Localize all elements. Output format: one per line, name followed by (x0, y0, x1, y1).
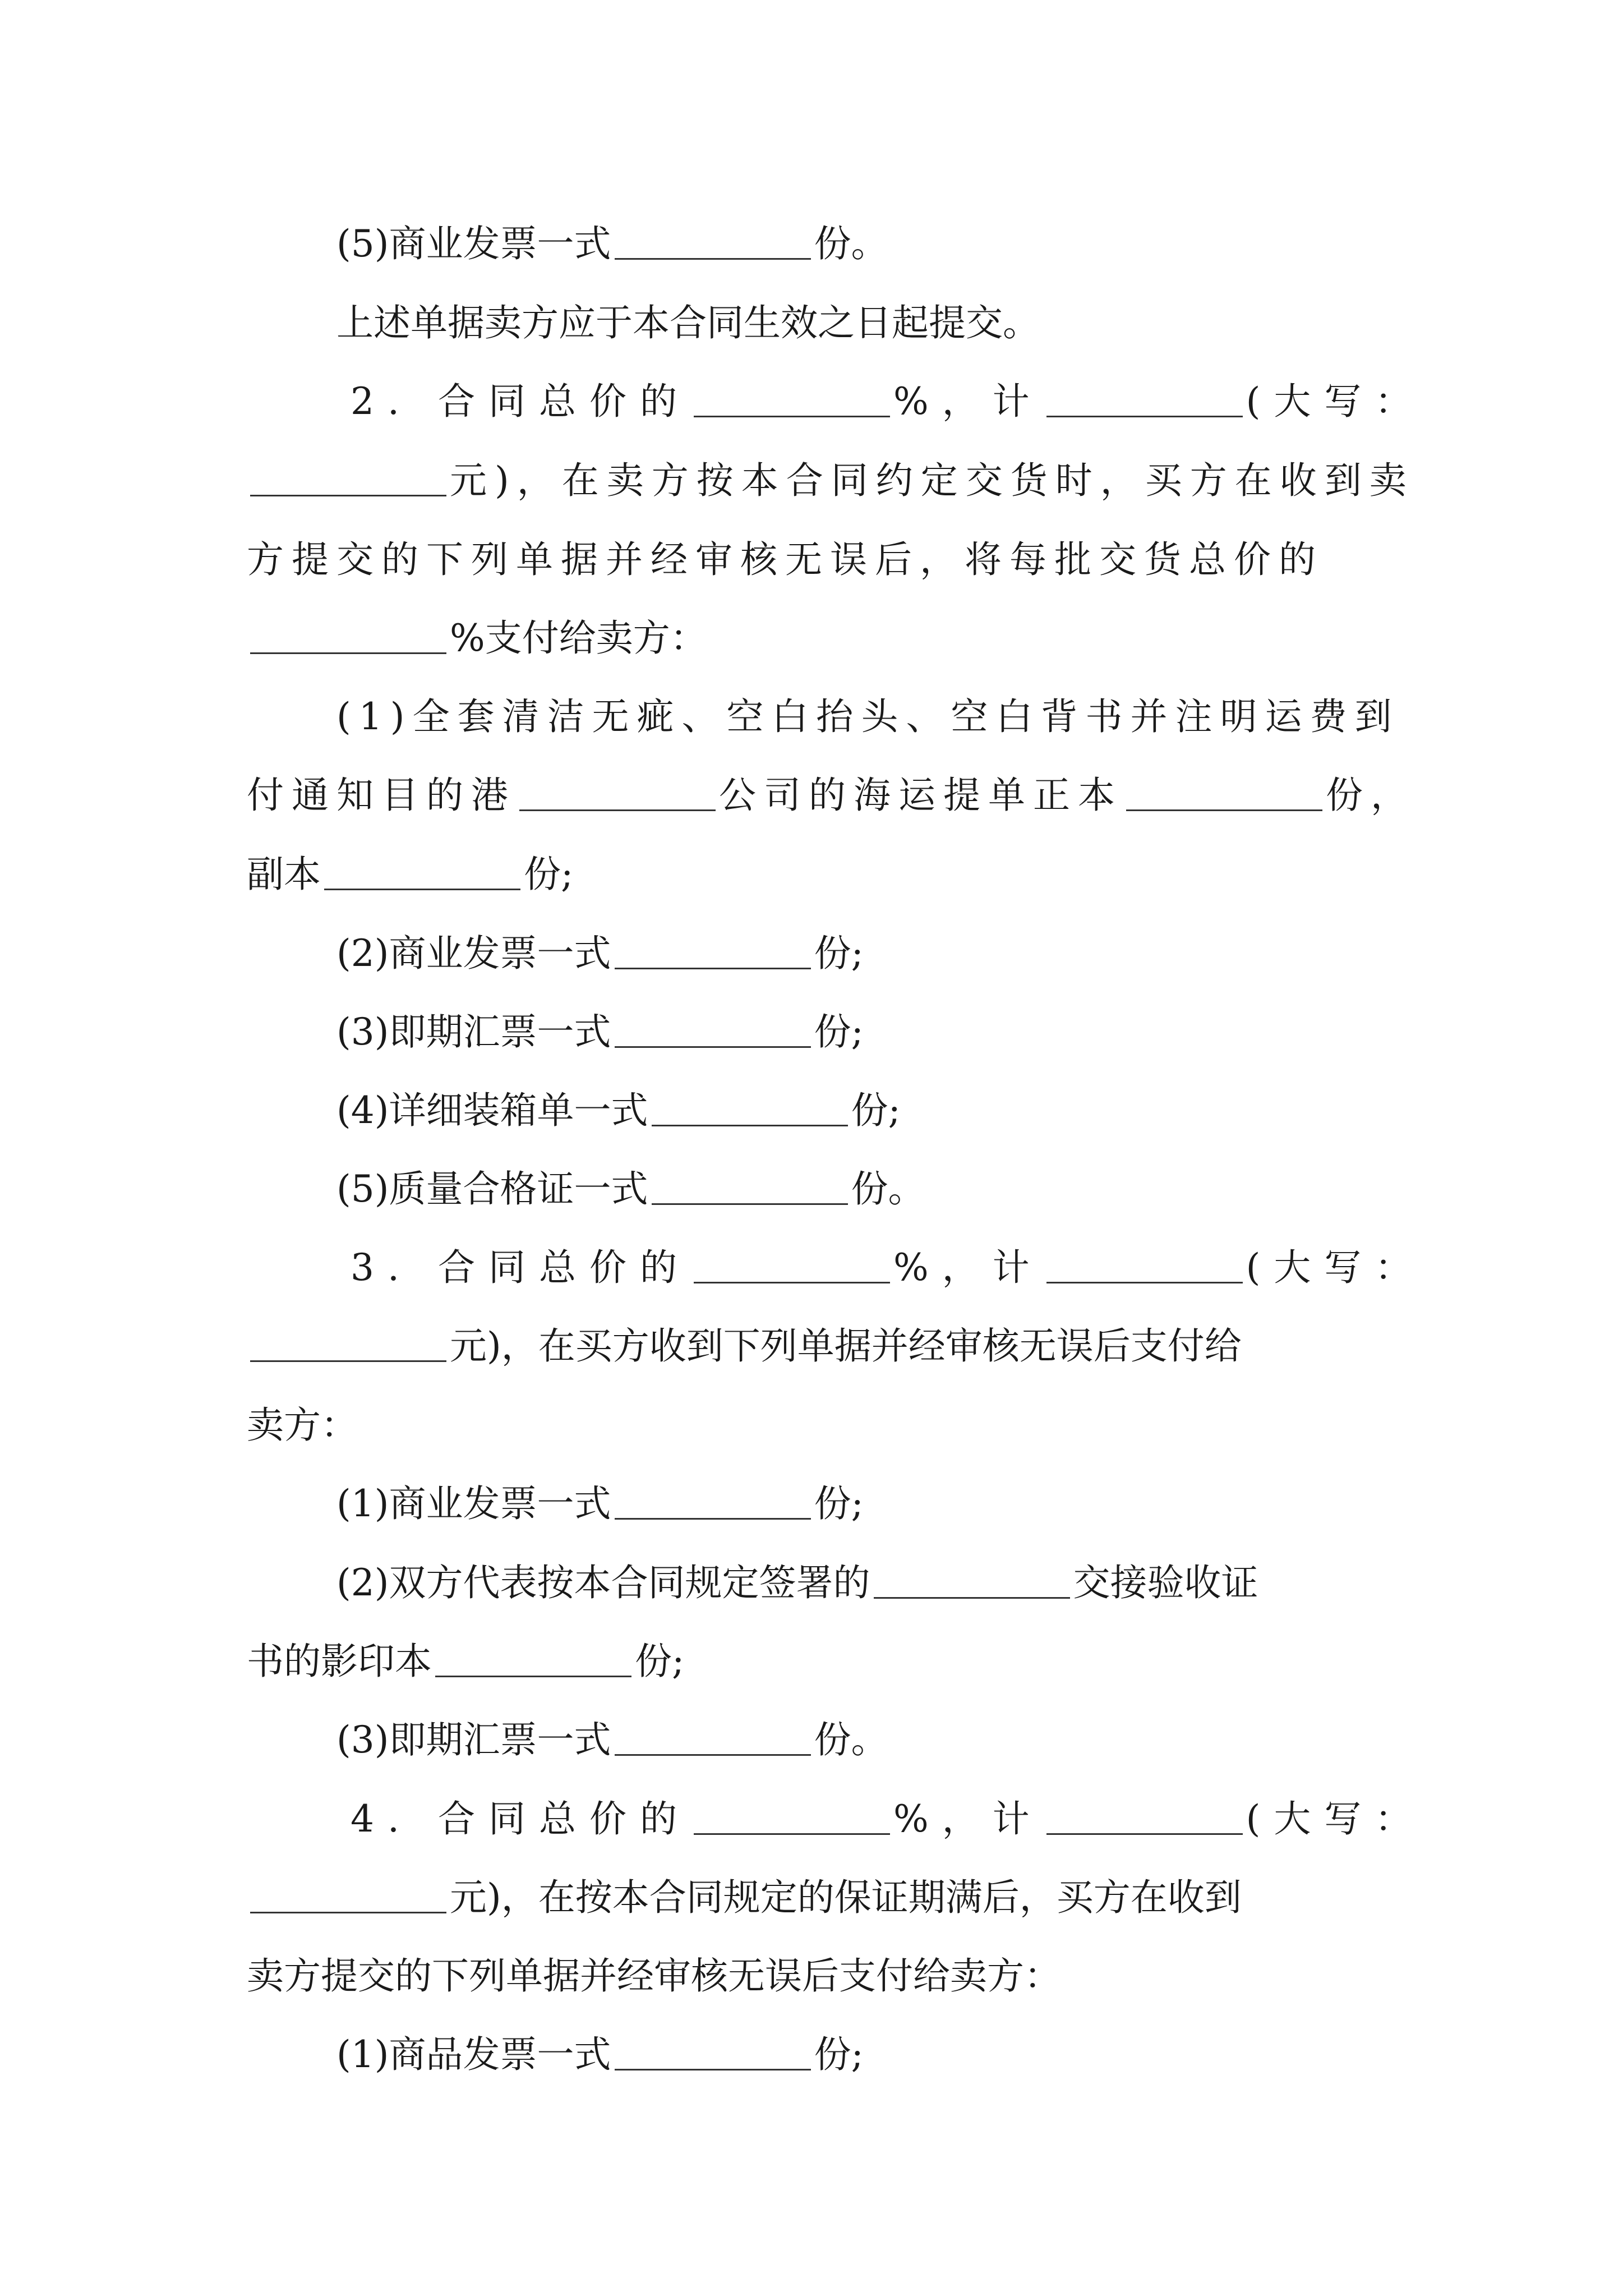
text: 份; (851, 1089, 901, 1132)
text: 元)，在按本合同规定的保证期满后，买方在收到 (450, 1876, 1242, 1919)
fill-blank (1126, 775, 1322, 811)
text-line (336, 1712, 1380, 1768)
text: %，计 (893, 1797, 1043, 1841)
fill-blank (615, 2034, 811, 2070)
text: (大写： (1246, 380, 1426, 423)
fill-blank (694, 1798, 890, 1835)
fill-blank (519, 775, 716, 811)
fill-blank (615, 1719, 811, 1756)
text: 份。 (814, 1718, 888, 1761)
text: 付通知目的港 (247, 774, 516, 817)
text: 元)，在买方收到下列单据并经审核无误后支付给 (450, 1324, 1242, 1368)
text-line (247, 453, 1414, 509)
text-line (247, 1870, 1380, 1926)
text: (大写： (1246, 1246, 1426, 1289)
text-line (336, 1476, 1380, 1532)
text: %，计 (893, 380, 1043, 423)
text-line (336, 926, 1380, 982)
text: 卖方： (247, 1404, 358, 1447)
text: (大写： (1246, 1797, 1426, 1841)
text: 2. 合同总价的 (351, 380, 690, 423)
fill-blank (615, 223, 811, 260)
fill-blank (694, 1247, 890, 1283)
text: (3)即期汇票一式 (336, 1010, 611, 1053)
text-line (247, 532, 1380, 588)
text-line (247, 1948, 1380, 2004)
text: 副本 (247, 853, 321, 896)
text: (2)商业发票一式 (336, 932, 611, 975)
text: (3)即期汇票一式 (336, 1718, 611, 1761)
text: 份; (814, 932, 864, 975)
text: 卖方提交的下列单据并经审核无误后支付给卖方： (247, 1954, 1061, 1998)
text-line (336, 1161, 1380, 1217)
text: 份; (814, 2033, 864, 2076)
text-line (336, 2027, 1380, 2083)
text-line (336, 1555, 1380, 1611)
text: 份; (814, 1010, 864, 1053)
text-line (247, 610, 1380, 666)
text-line (336, 216, 1380, 272)
text: (1)全套清洁无疵、空白抬头、空白背书并注明运费到 (336, 695, 1400, 738)
text: (5)质量合格证一式 (336, 1167, 648, 1211)
text-line (351, 1240, 1426, 1296)
text: (5)商业发票一式 (336, 222, 611, 265)
fill-blank (435, 1641, 631, 1677)
fill-blank (324, 854, 520, 890)
fill-blank (874, 1562, 1070, 1599)
text: 份。 (851, 1167, 925, 1211)
text-line (247, 767, 1415, 823)
text: 份; (814, 1482, 864, 1525)
text: 4. 合同总价的 (351, 1797, 690, 1841)
fill-blank (615, 933, 811, 969)
text: 上述单据卖方应于本合同生效之日起提交。 (336, 301, 1040, 344)
text-line (247, 846, 1380, 903)
fill-blank (1046, 1798, 1243, 1835)
text-line (336, 295, 1380, 351)
text: 元)，在卖方按本合同约定交货时，买方在收到卖 (450, 459, 1414, 502)
fill-blank (250, 618, 446, 654)
text-line (247, 1634, 1380, 1690)
text: 份。 (814, 222, 888, 265)
text: %支付给卖方： (450, 616, 707, 660)
text: 方提交的下列单据并经审核无误后，将每批交货总价的 (247, 538, 1324, 581)
fill-blank (250, 1877, 446, 1913)
text: 交接验收证 (1073, 1561, 1258, 1604)
fill-blank (1046, 1247, 1243, 1283)
text-line (336, 689, 1400, 745)
text: 份; (635, 1640, 685, 1683)
text-line (351, 1791, 1426, 1847)
fill-blank (615, 1483, 811, 1520)
text-line (247, 1397, 1380, 1453)
fill-blank (652, 1090, 848, 1126)
text: (1)商品发票一式 (336, 2033, 611, 2076)
text-line (336, 1004, 1380, 1060)
text-line (351, 374, 1426, 430)
text: 公司的海运提单正本 (719, 774, 1123, 817)
fill-blank (652, 1168, 848, 1205)
text: 书的影印本 (247, 1640, 432, 1683)
fill-blank (615, 1011, 811, 1048)
text: 份， (1326, 774, 1415, 817)
text-line (336, 1083, 1380, 1139)
text: (2)双方代表按本合同规定签署的 (336, 1561, 870, 1604)
fill-blank (1046, 381, 1243, 417)
text: (1)商业发票一式 (336, 1482, 611, 1525)
text: (4)详细装箱单一式 (336, 1089, 648, 1132)
text: 份; (524, 853, 574, 896)
text-line (247, 1318, 1380, 1374)
text: 3. 合同总价的 (351, 1246, 690, 1289)
fill-blank (694, 381, 890, 417)
text: %，计 (893, 1246, 1043, 1289)
fill-blank (250, 460, 446, 496)
fill-blank (250, 1326, 446, 1362)
